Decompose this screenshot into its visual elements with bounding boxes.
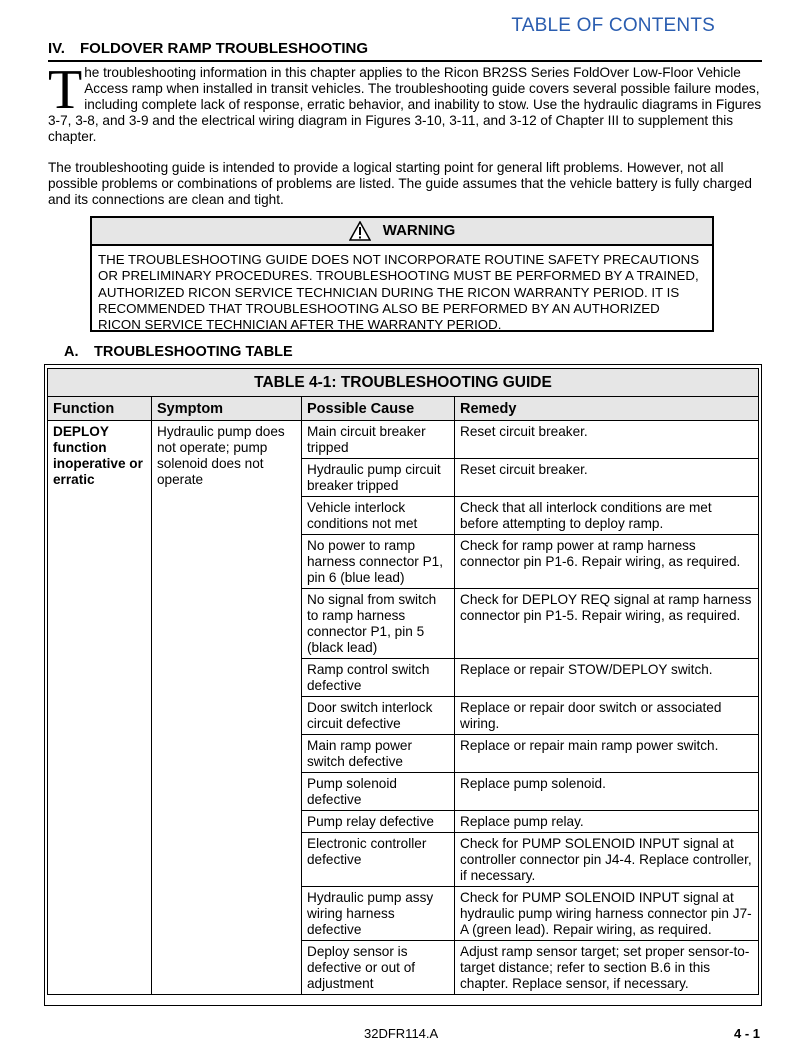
cause-cell: No power to ramp harness connector P1, pin 6 (blue lead) [302,535,455,589]
function-cell: DEPLOY function inoperative or erratic [48,421,152,995]
remedy-cell: Replace pump relay. [455,811,759,833]
remedy-cell: Check for DEPLOY REQ signal at ramp harness connector pin P1-5. Repair wiring, as required. [455,589,759,659]
warning-text: THE TROUBLESHOOTING GUIDE DOES NOT INCORPORATE ROUTINE SAFETY PRECAUTIONS OR PRELIMINARY PROCEDURES. TROUBLESHOOTING MUST BE PERFORMED BY A TRAINED, AUTHORIZED RICON SERVICE TECHNICIAN DURING THE RICON WARRANTY PERIOD. IT IS RECOMMENDED THAT TROUBLESHOOTING ALSO BE PERFORMED BY AN AUTHORIZED RICON SERVICE TECHNICIAN AFTER THE WARRANTY PERIOD. [98,252,700,333]
section-title: TROUBLESHOOTING TABLE [94,344,293,360]
document-number: 32DFR114.A [364,1026,439,1041]
remedy-cell: Check for PUMP SOLENOID INPUT signal at controller connector pin J4-4. Replace controller, if necessary. [455,833,759,887]
cause-cell: No signal from switch to ramp harness connector P1, pin 5 (black lead) [302,589,455,659]
chapter-title-text: FOLDOVER RAMP TROUBLESHOOTING [80,40,369,57]
cause-cell: Main ramp power switch defective [302,735,455,773]
remedy-cell: Replace or repair main ramp power switch. [455,735,759,773]
warning-triangle-icon [349,221,371,241]
remedy-cell: Adjust ramp sensor target; set proper sensor-to-target distance; refer to section B.6 in this chapter. Replace sensor, if necessary. [455,941,759,995]
cause-cell: Ramp control switch defective [302,659,455,697]
remedy-cell: Check that all interlock conditions are met before attempting to deploy ramp. [455,497,759,535]
section-heading [64,344,293,360]
warning-box [90,216,714,332]
table-body [48,421,759,995]
remedy-cell: Replace pump solenoid. [455,773,759,811]
cause-cell: Deploy sensor is defective or out of adjustment [302,941,455,995]
remedy-cell: Replace or repair door switch or associated wiring. [455,697,759,735]
table-of-contents-link[interactable]: TABLE OF CONTENTS [511,15,715,36]
cause-cell: Hydraulic pump circuit breaker tripped [302,459,455,497]
cause-cell: Hydraulic pump assy wiring harness defective [302,887,455,941]
chapter-number: IV. [48,40,65,57]
warning-header [92,218,712,246]
remedy-cell: Check for ramp power at ramp harness connector pin P1-6. Repair wiring, as required. [455,535,759,589]
remedy-cell: Replace or repair STOW/DEPLOY switch. [455,659,759,697]
drop-cap: T [48,59,83,121]
section-letter: A. [64,344,79,360]
warning-title: WARNING [382,222,456,239]
header-cause: Possible Cause [302,397,455,421]
remedy-cell: Check for PUMP SOLENOID INPUT signal at hydraulic pump wiring harness connector pin J7-A (green lead). Repair wiring, as required. [455,887,759,941]
header-remedy: Remedy [455,397,759,421]
troubleshooting-table [47,368,759,995]
intro-paragraph [48,59,764,145]
cause-cell: Vehicle interlock conditions not met [302,497,455,535]
header-symptom: Symptom [152,397,302,421]
symptom-cell: Hydraulic pump does not operate; pump solenoid does not operate [152,421,302,995]
intro-text: he troubleshooting information in this chapter applies to the Ricon BR2SS Series FoldOver Low-Floor Vehicle Access ramp when installed in transit vehicles. The troubleshooting guide covers several possible failure modes, including complete lack of response, erratic behavior, and inability to stow. Use the hydraulic diagrams in Figures 3-7, 3-8, and 3-9 and the electrical wiring diagram in Figures 3-10, 3-11, and 3-12 of Chapter III to supplement this chapter. [48,65,762,144]
cause-cell: Electronic controller defective [302,833,455,887]
cause-cell: Door switch interlock circuit defective [302,697,455,735]
guide-paragraph: The troubleshooting guide is intended to provide a logical starting point for general lift problems. However, not all possible problems or combinations of problems are listed. The guide assumes that the vehicle battery is fully charged and its connections are clean and tight. [48,160,752,207]
header-function: Function [48,397,152,421]
chapter-title [48,40,762,62]
troubleshooting-table-frame [44,364,762,1006]
remedy-cell: Reset circuit breaker. [455,421,759,459]
page-number: 4 - 1 [733,1026,760,1041]
table-title: TABLE 4-1: TROUBLESHOOTING GUIDE [48,369,759,397]
remedy-cell: Reset circuit breaker. [455,459,759,497]
cause-cell: Pump relay defective [302,811,455,833]
cause-cell: Pump solenoid defective [302,773,455,811]
cause-cell: Main circuit breaker tripped [302,421,455,459]
table-row [48,421,759,459]
